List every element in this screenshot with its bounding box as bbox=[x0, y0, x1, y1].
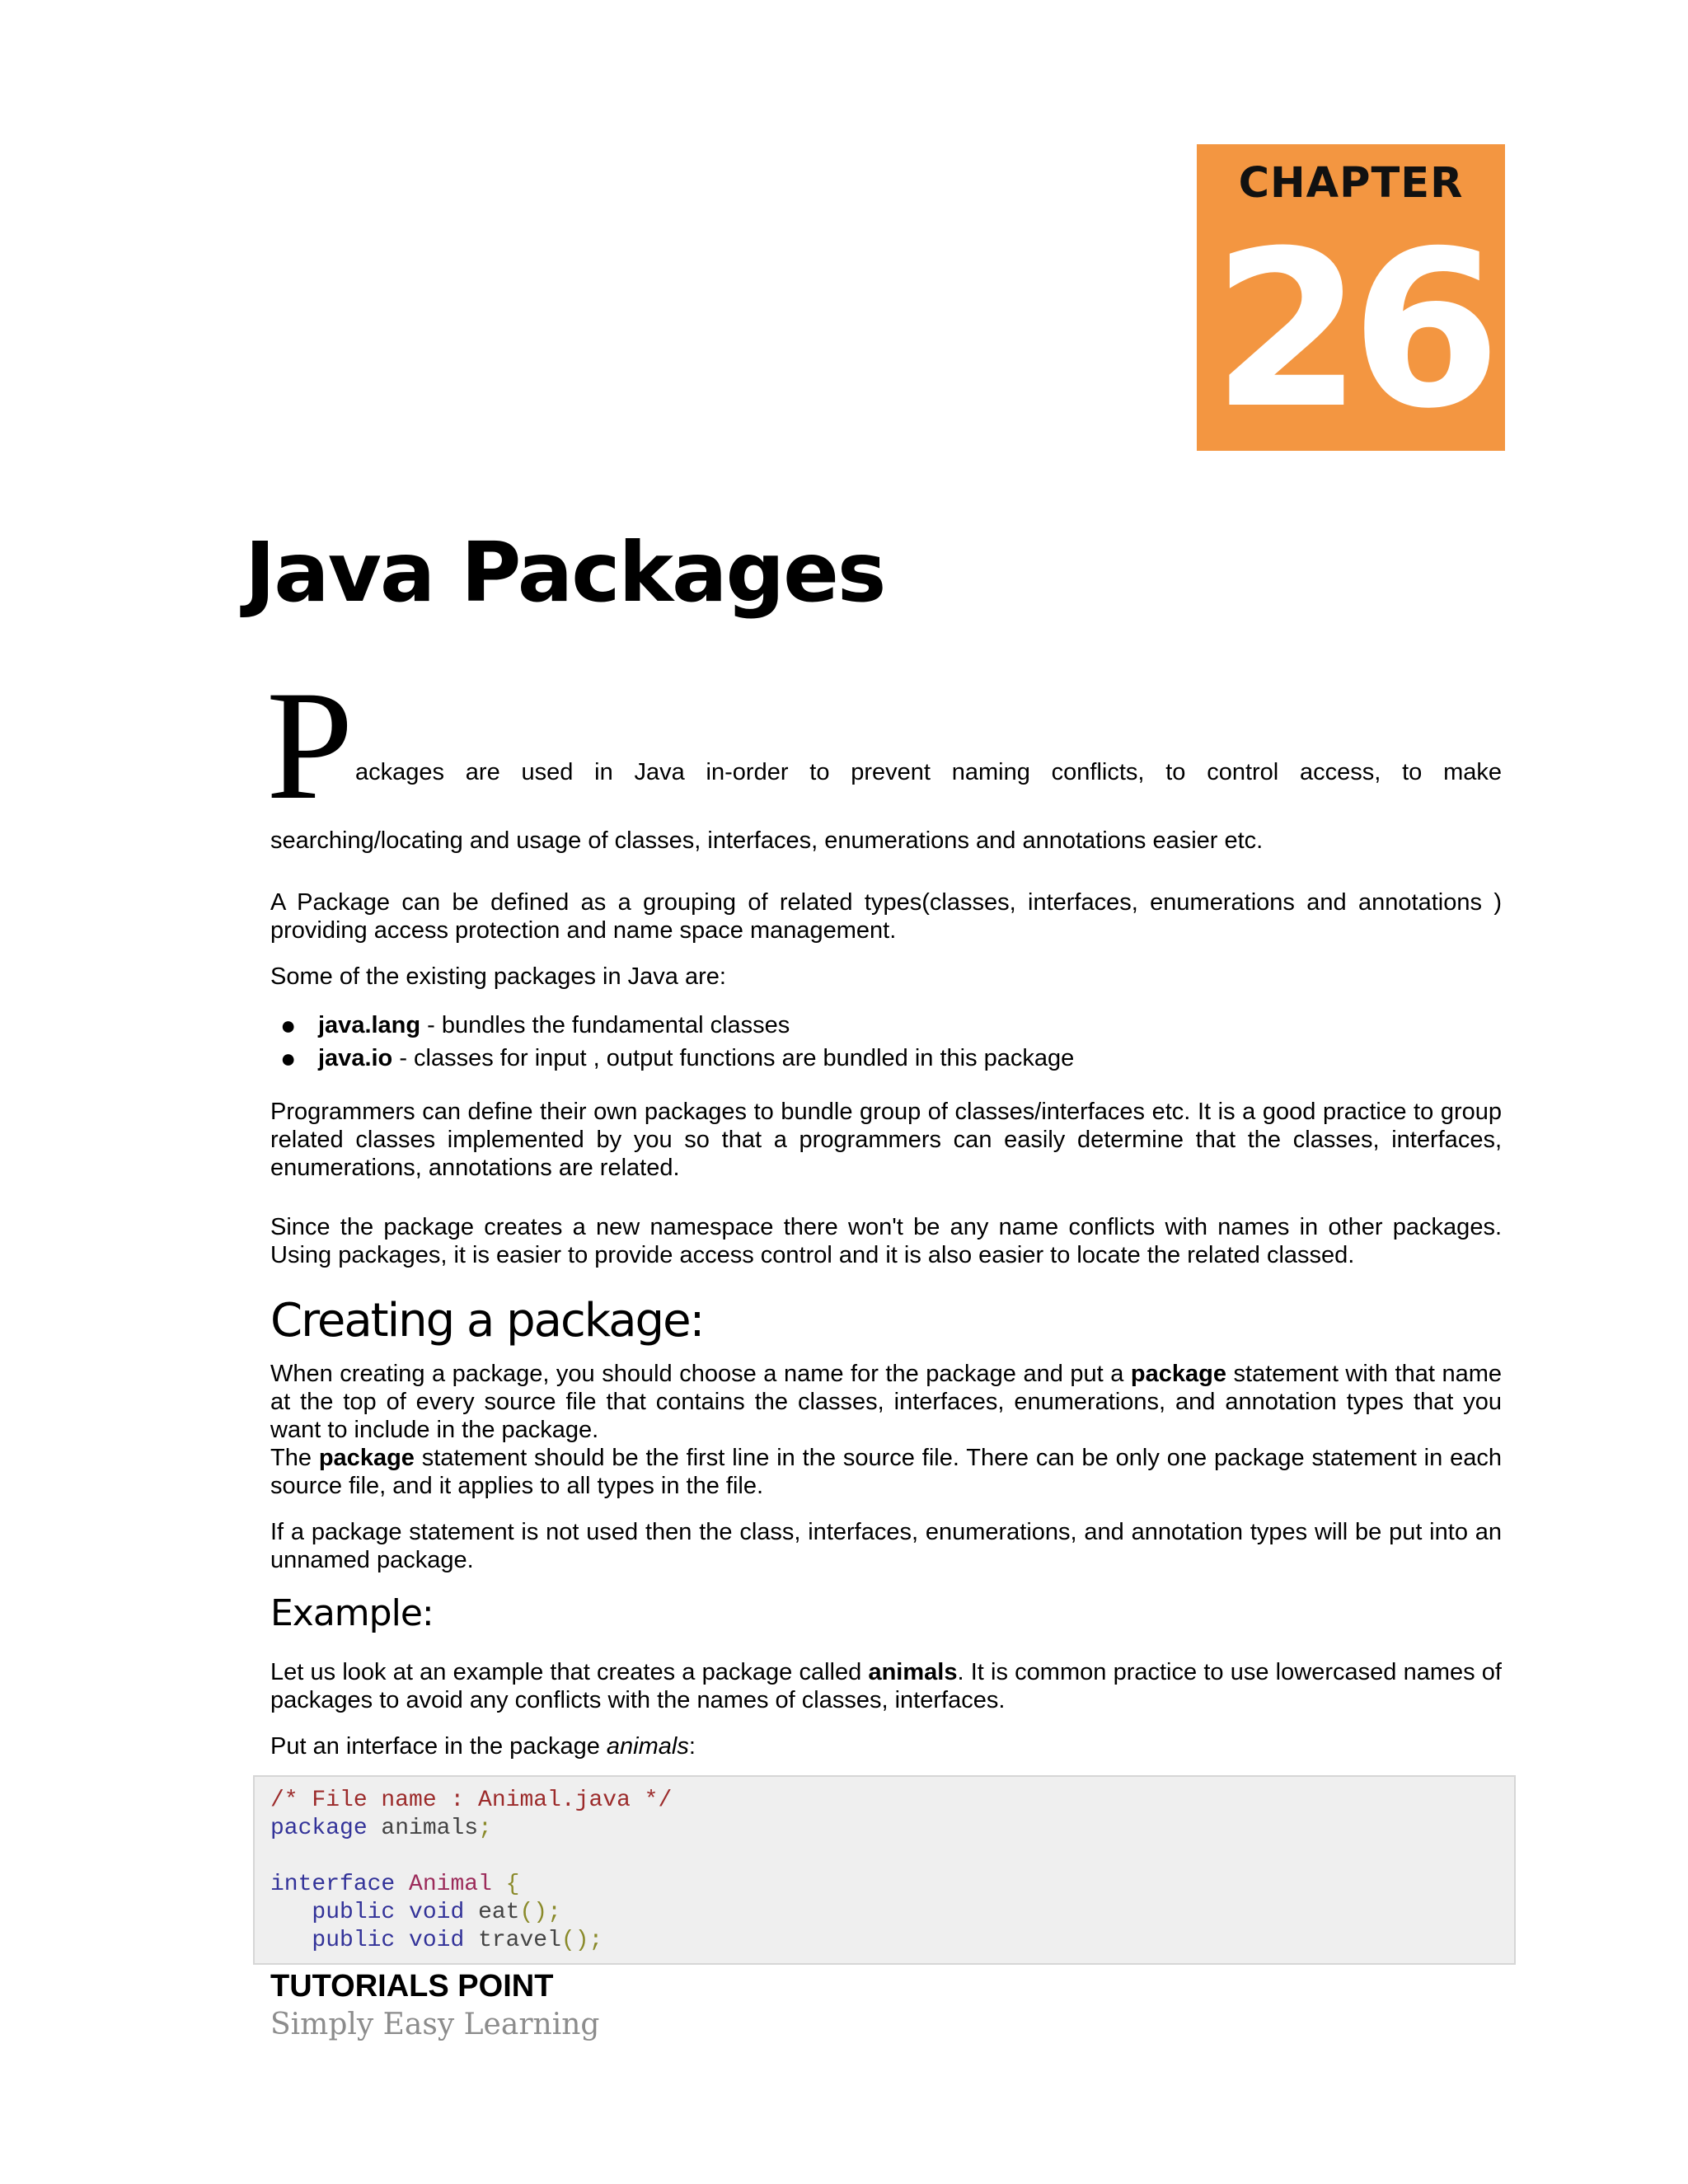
drop-cap: P bbox=[266, 659, 354, 832]
creating-paragraph-3: If a package statement is not used then the class, interfaces, enumerations, and annotation types will be put into an unnamed package. bbox=[270, 1519, 1502, 1573]
page-title: Java Packages bbox=[245, 524, 885, 621]
creating-paragraph-1: When creating a package, you should choose a name for the package and put a package statement with that name at the top of every source file that contains the classes, interfaces, enumerations, and annotation types that you want to include in the package. bbox=[270, 1361, 1502, 1443]
chapter-label: CHAPTER bbox=[1238, 159, 1464, 208]
intro-continuation: searching/locating and usage of classes, interfaces, enumerations and annotations easier etc. bbox=[270, 827, 1264, 854]
programmers-paragraph: Programmers can define their own packages to bundle group of classes/interfaces etc. It is a good practice to group related classes implemented by you so that a programmers can easily determine that the classes, interfaces, enumerations, annotations are related. bbox=[270, 1099, 1502, 1181]
footer-brand: TUTORIALS POINT bbox=[270, 1969, 554, 2004]
section-heading-example: Example: bbox=[270, 1592, 434, 1634]
code-listing: /* File name : Animal.java */ package animals; interface Animal { public void eat(); public void travel(); bbox=[270, 1788, 673, 1953]
package-name: java.io bbox=[318, 1045, 393, 1071]
namespace-paragraph: Since the package creates a new namespace there won't be any name conflicts with names in other packages. Using packages, it is easier to provide access control and it is also easier to locate the related classed. bbox=[270, 1214, 1502, 1268]
creating-paragraph-2: The package statement should be the first line in the source file. There can be only one package statement in each source file, and it applies to all types in the file. bbox=[270, 1445, 1502, 1499]
list-item bbox=[280, 1042, 1500, 1075]
example-paragraph-1: Let us look at an example that creates a package called animals. It is common practice to use lowercased names of packages to avoid any conflicts with the names of classes, interfaces. bbox=[270, 1659, 1502, 1713]
existing-packages-intro: Some of the existing packages in Java are: bbox=[270, 963, 726, 990]
package-name: java.lang bbox=[318, 1012, 421, 1038]
definition-paragraph: A Package can be defined as a grouping of related types(classes, interfaces, enumerations and annotations ) providing access protection and name space management. bbox=[270, 889, 1502, 944]
example-paragraph-2: Put an interface in the package animals: bbox=[270, 1733, 696, 1760]
intro-first-line: ackages are used in Java in-order to prevent naming conflicts, to control access, to make bbox=[355, 759, 1502, 785]
bullet-icon: ● bbox=[280, 1043, 297, 1073]
package-list bbox=[280, 1009, 1500, 1075]
section-heading-creating: Creating a package: bbox=[270, 1294, 704, 1347]
list-item bbox=[280, 1009, 1500, 1042]
chapter-number: 26 bbox=[1212, 204, 1490, 456]
package-description: - classes for input , output functions are bundled in this package bbox=[392, 1045, 1075, 1071]
bullet-icon: ● bbox=[280, 1010, 297, 1040]
footer-tagline: Simply Easy Learning bbox=[270, 2008, 600, 2041]
package-description: - bundles the fundamental classes bbox=[420, 1012, 790, 1038]
